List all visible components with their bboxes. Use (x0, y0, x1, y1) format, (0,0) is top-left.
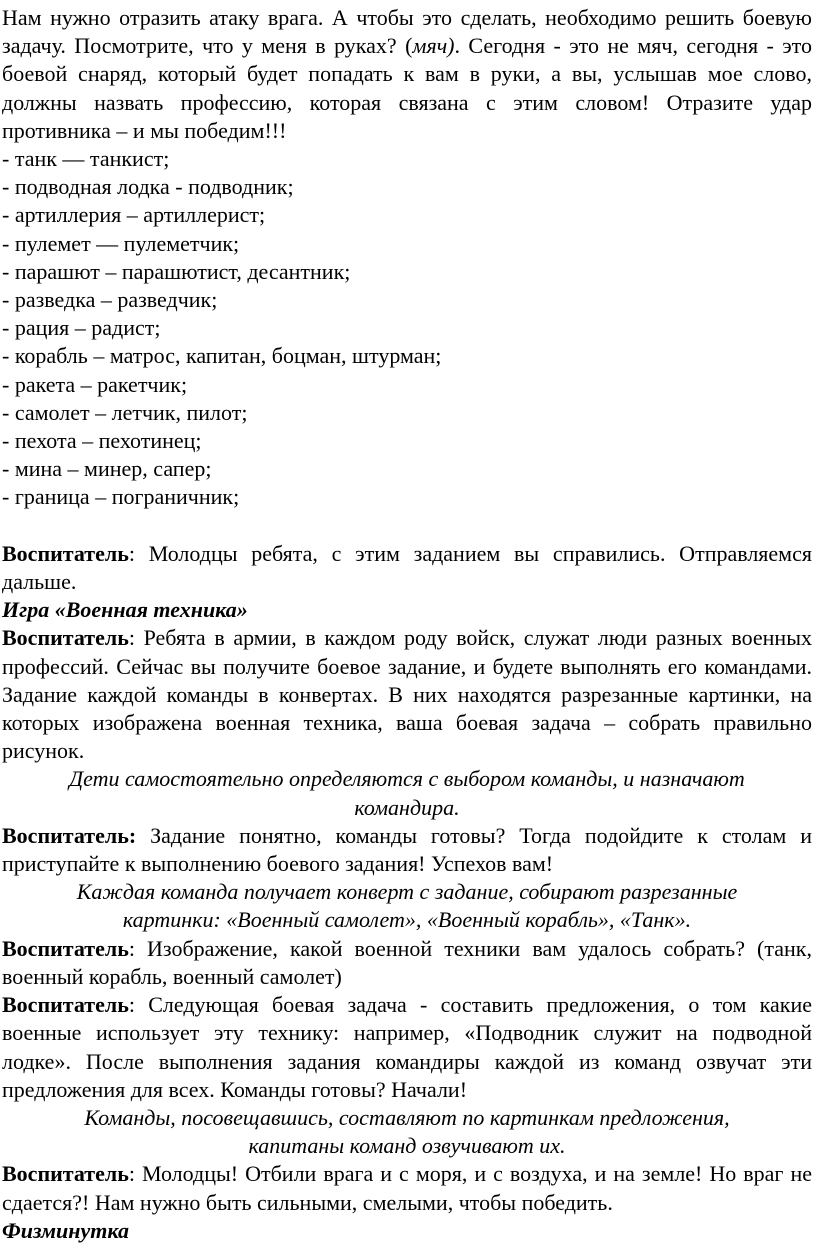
list-item: - корабль – матрос, капитан, боцман, штурман; (2, 343, 442, 369)
intro-text-1: Нам нужно отразить атаку врага. А чтобы это сделать, необходимо решить боевую задачу. Посмотрите, что у меня в руках? ( (2, 5, 812, 59)
speaker-label: Воспитатель: (2, 822, 137, 848)
teacher-paragraph-6 (2, 1160, 812, 1216)
blank-line (2, 512, 812, 540)
list-item: - рация – радист; (2, 315, 161, 341)
list-item: - граница – пограничник; (2, 484, 240, 510)
document-page (2, 4, 812, 1245)
speech-text: : Молодцы ребята, с этим заданием вы справились. Отправляемся дальше. (2, 540, 812, 595)
note-line: картинки: «Военный самолет», «Военный корабль», «Танк». (122, 907, 692, 933)
note-line: командира. (354, 794, 460, 820)
note-line: Каждая команда получает конверт с задание, собирают разрезанные (76, 879, 738, 905)
profession-list (2, 145, 812, 512)
note-line: Дети самостоятельно определяются с выбором команды, и назначают (69, 766, 745, 792)
list-item: - самолет – летчик, пилот; (2, 399, 248, 425)
teacher-paragraph-2 (2, 624, 812, 765)
speech-text: : Ребята в армии, в каждом роду войск, служат люди разных военных профессий. Сейчас вы получите боевое задание, и будете выполнять его командами. Задание каждой команды в конвертах. В них находятся разрезанные картинки, на которых изображена военная техника, ваша боевая задача – собрать правильно рисунок. (2, 625, 812, 764)
speech-text: : Молодцы! Отбили врага и с моря, и с воздуха, и на земле! Но враг не сдается?! Нам нужно быть сильными, смелыми, чтобы победить. (2, 1161, 812, 1215)
speech-text: Задание понятно, команды готовы? Тогда подойдите к столам и приступайте к выполнению боевого задания! Успехов вам! (2, 822, 812, 877)
stage-note-3 (2, 1104, 812, 1160)
speaker-label: Воспитатель (2, 1161, 129, 1187)
section-title: Физминутка (2, 1217, 129, 1243)
speech-text: : Следующая боевая задача - составить предложения, о том какие военные использует эту технику: например, «Подводник служит на подводной лодке». После выполнения задания командиры каждой из команд озвучат эти предложения для всех. Команды готовы? Начали! (2, 992, 812, 1102)
game-title: Игра «Военная техника» (2, 597, 248, 623)
list-item: - подводная лодка - подводник; (2, 174, 294, 200)
list-item: - пехота – пехотинец; (2, 428, 202, 454)
stage-note-2 (2, 878, 812, 934)
list-item: - разведка – разведчик; (2, 287, 218, 313)
list-item: - мина – минер, сапер; (2, 456, 212, 482)
teacher-paragraph-3 (2, 822, 812, 878)
intro-paragraph (2, 4, 812, 145)
teacher-paragraph-5 (2, 991, 812, 1104)
list-item: - артиллерия – артиллерист; (2, 202, 266, 228)
note-line: капитаны команд озвучивают их. (248, 1133, 566, 1159)
list-item: - танк — танкист; (2, 146, 170, 172)
list-item: - парашют – парашютист, десантник; (2, 258, 351, 284)
speaker-label: Воспитатель (2, 935, 129, 961)
intro-italic: мяч) (412, 33, 455, 59)
list-item: - ракета – ракетчик; (2, 371, 188, 397)
teacher-paragraph-4 (2, 935, 812, 991)
speaker-label: Воспитатель (2, 625, 129, 651)
teacher-paragraph-1 (2, 540, 812, 596)
speaker-label: Воспитатель (2, 992, 129, 1018)
note-line: Команды, посовещавшись, составляют по картинкам предложения, (84, 1104, 730, 1130)
stage-note-1 (2, 765, 812, 821)
intro-text-2: . Сегодня - это не мяч, сегодня - это боевой снаряд, который будет попадать к вам в руки, а вы, услышав мое слово, должны назвать профессию, которая связана с этим словом! Отразите удар противника – и мы победим!!! (2, 33, 812, 143)
speaker-label: Воспитатель (2, 540, 129, 566)
speech-text: : Изображение, какой военной техники вам удалось собрать? (танк, военный корабль, военный самолет) (2, 935, 812, 989)
list-item: - пулемет — пулеметчик; (2, 230, 240, 256)
